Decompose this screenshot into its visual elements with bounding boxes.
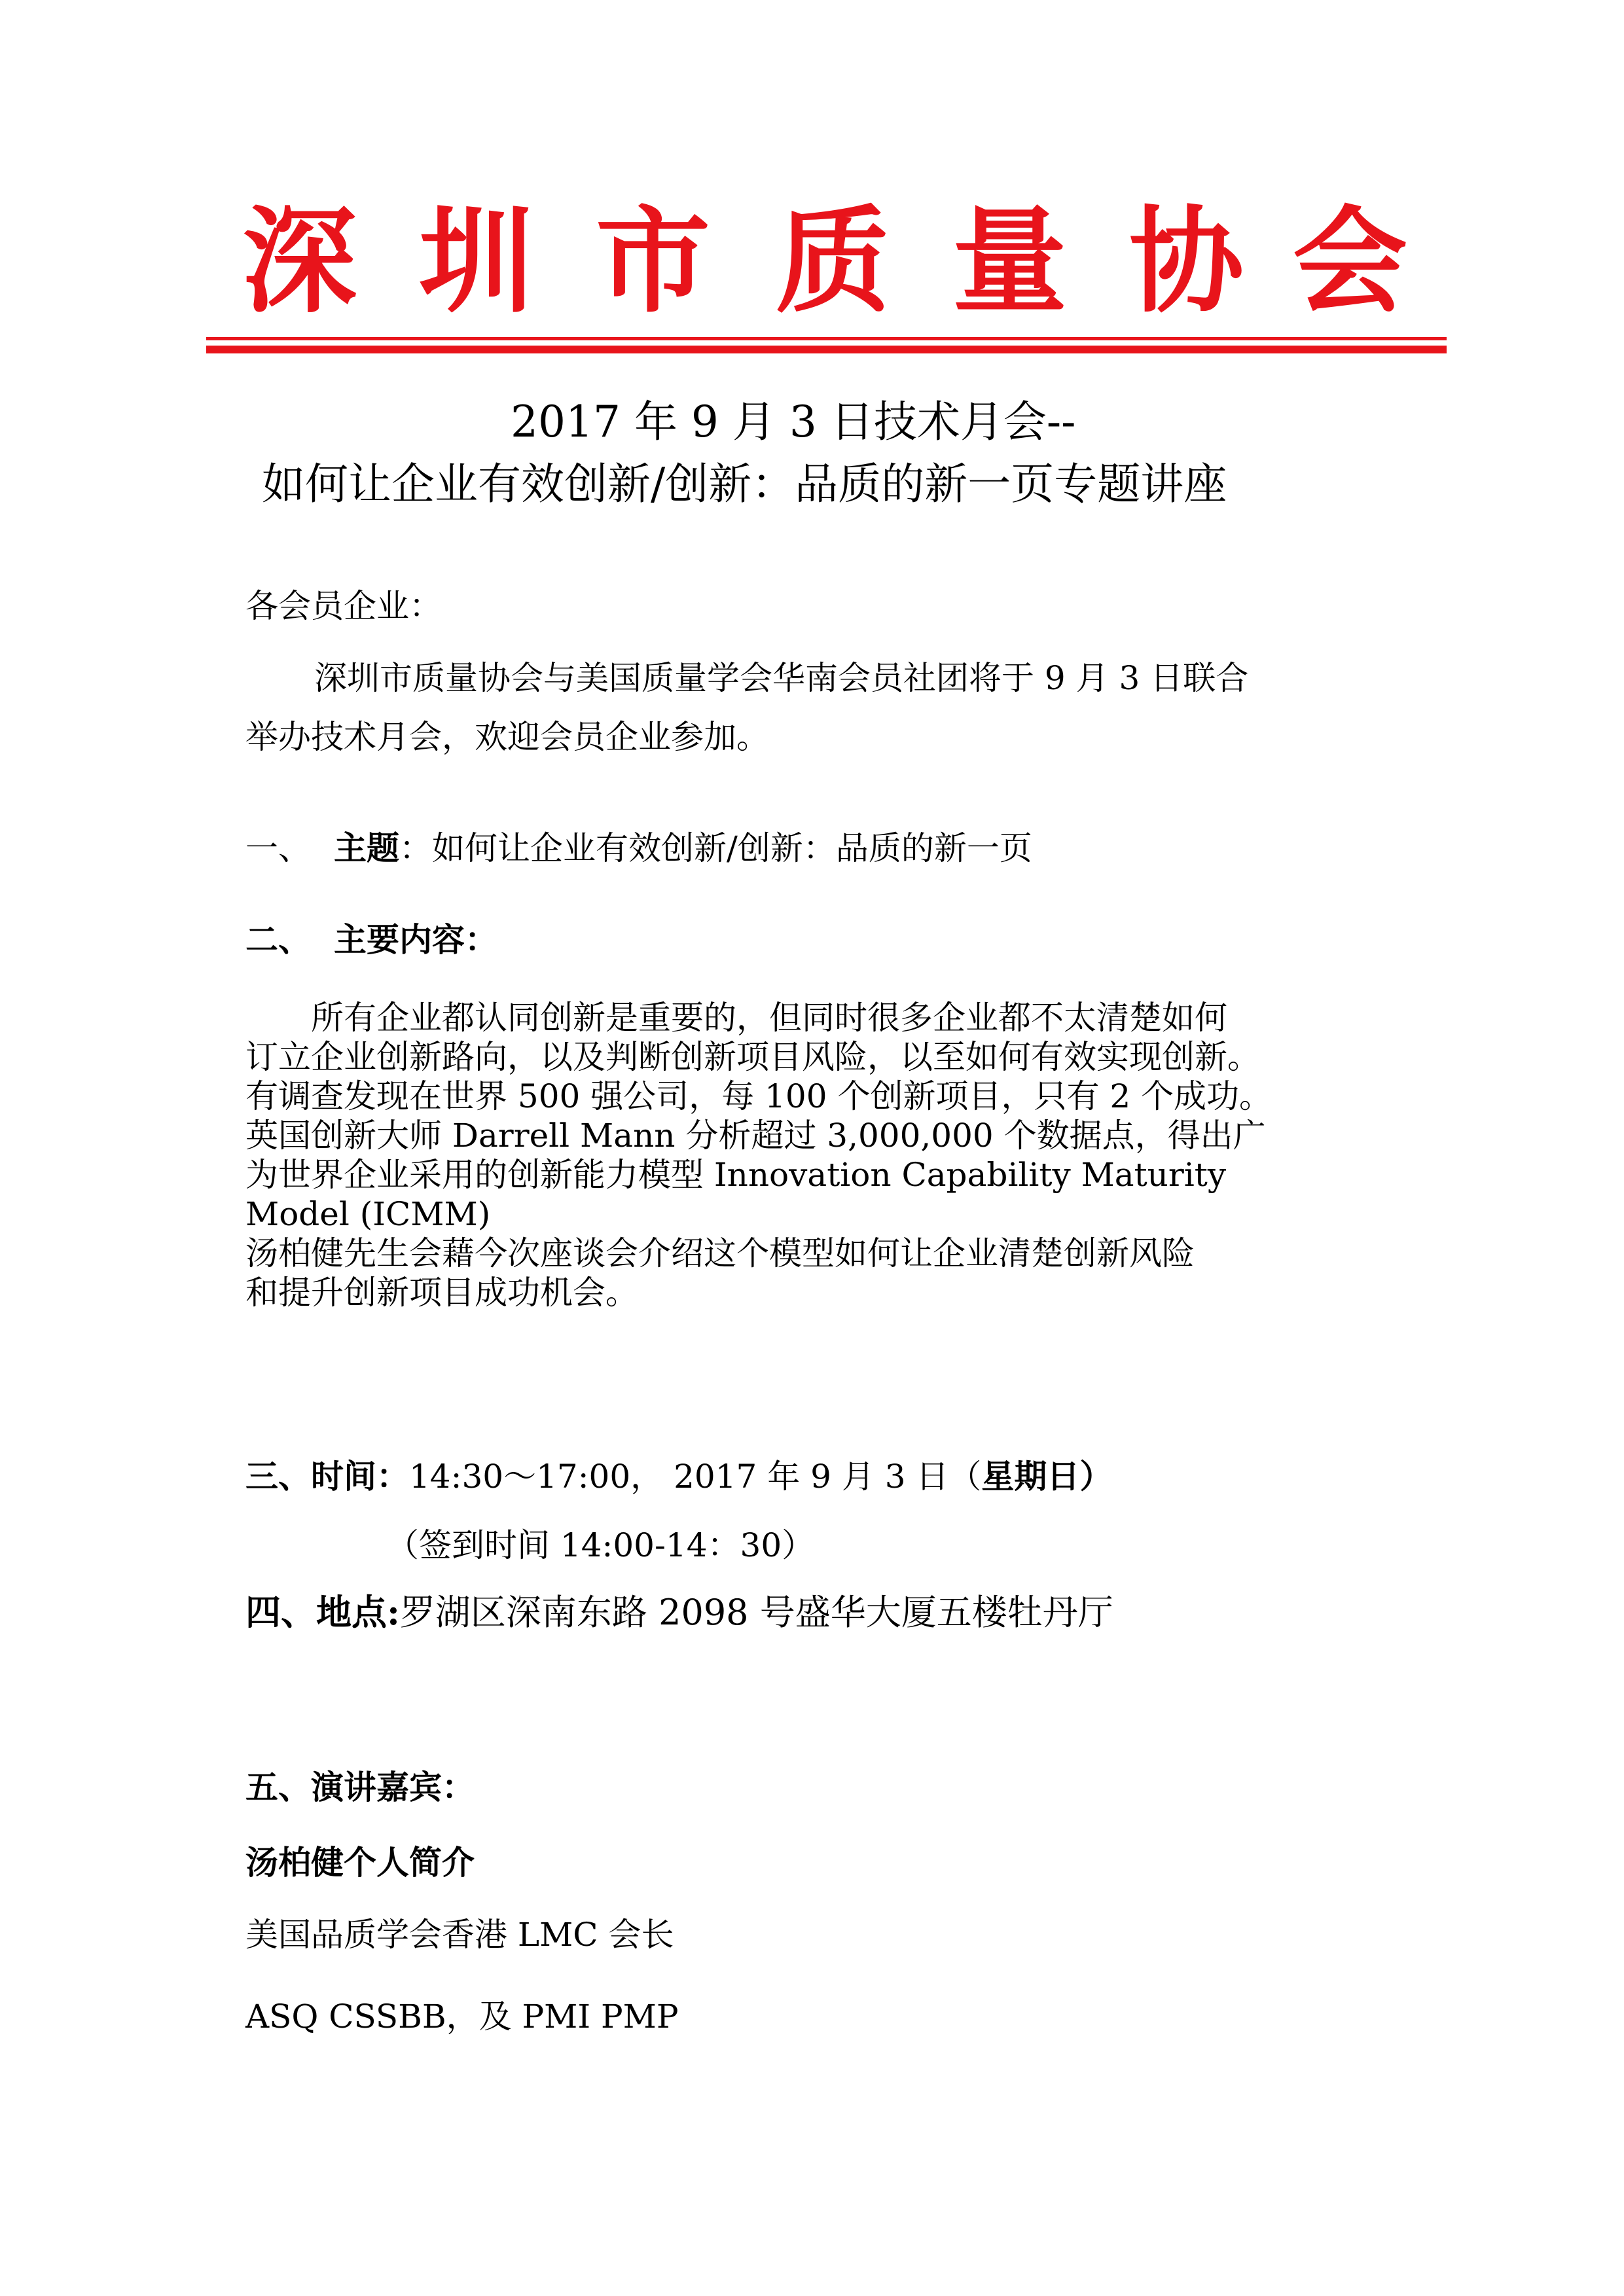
- content-line: 和提升创新项目成功机会。: [245, 1274, 638, 1312]
- event-location: 罗湖区深南东路 2098 号盛华大厦五楼牡丹厅: [399, 1592, 1113, 1633]
- speaker-bio-line-1: 美国品质学会香港 LMC 会长: [245, 1916, 674, 1954]
- checkin-time: （签到时间 14:00-14：30）: [386, 1526, 815, 1564]
- main-content-paragraph: [245, 998, 1381, 1312]
- section-main-content-heading: [245, 920, 497, 960]
- section-theme-text: ：如何让企业有效创新/创新：品质的新一页: [399, 829, 1032, 867]
- section-label: 三、时间：: [245, 1457, 409, 1496]
- document-title-line1: 2017 年 9 月 3 日技术月会--: [511, 397, 1076, 447]
- content-line: 为世界企业采用的创新能力模型 Innovation Capability Maturity: [245, 1156, 1227, 1194]
- letterhead-char: 质: [776, 194, 890, 329]
- letterhead-char: 协: [1129, 194, 1244, 329]
- letterhead-char: 深: [242, 194, 357, 329]
- intro-line-1: 深圳市质量协会与美国质量学会华南会员社团将于 9 月 3 日联合: [314, 659, 1249, 697]
- intro-line-2: 举办技术月会，欢迎会员企业参加。: [245, 718, 769, 756]
- content-line: 英国创新大师 Darrell Mann 分析超过 3,000,000 个数据点，得出广: [245, 1117, 1266, 1155]
- content-line: 订立企业创新路向，以及判断创新项目风险，以至如何有效实现创新。: [245, 1038, 1260, 1076]
- section-label: 主题: [334, 829, 399, 867]
- section-theme: [245, 828, 1032, 869]
- header-divider-thin: [206, 337, 1447, 340]
- section-label: 四、地点:: [245, 1591, 400, 1633]
- salutation: 各会员企业：: [245, 587, 442, 625]
- event-time: 14:30～17:00， 2017 年 9 月 3 日（: [409, 1458, 982, 1496]
- section-label: 主要内容：: [334, 920, 497, 959]
- letterhead-char: 圳: [419, 194, 533, 329]
- header-divider-thick: [206, 346, 1447, 353]
- section-time: [245, 1456, 1112, 1497]
- letterhead-char: 市: [596, 194, 710, 329]
- organization-letterhead: [242, 194, 1407, 329]
- section-speaker-heading: 五、演讲嘉宾：: [245, 1768, 475, 1806]
- document-title-line2: 如何让企业有效创新/创新：品质的新一页专题讲座: [262, 459, 1227, 509]
- speaker-bio-line-2: ASQ CSSBB，及 PMI PMP: [245, 1998, 679, 2036]
- speaker-bio-heading: 汤柏健个人简介: [245, 1843, 475, 1882]
- letterhead-char: 量: [952, 194, 1067, 329]
- content-line: 所有企业都认同创新是重要的，但同时很多企业都不太清楚如何: [245, 999, 1227, 1037]
- letterhead-char: 会: [1293, 194, 1407, 329]
- section-number: 一、: [245, 829, 311, 867]
- content-line: 汤柏健先生会藉今次座谈会介绍这个模型如何让企业清楚创新风险: [245, 1234, 1195, 1272]
- content-line: 有调查发现在世界 500 强公司，每 100 个创新项目，只有 2 个成功。: [245, 1077, 1272, 1115]
- event-weekday: 星期日）: [981, 1457, 1113, 1496]
- section-location: [245, 1590, 1113, 1634]
- section-number: 二、: [245, 920, 311, 959]
- content-line: Model (ICMM): [245, 1195, 491, 1233]
